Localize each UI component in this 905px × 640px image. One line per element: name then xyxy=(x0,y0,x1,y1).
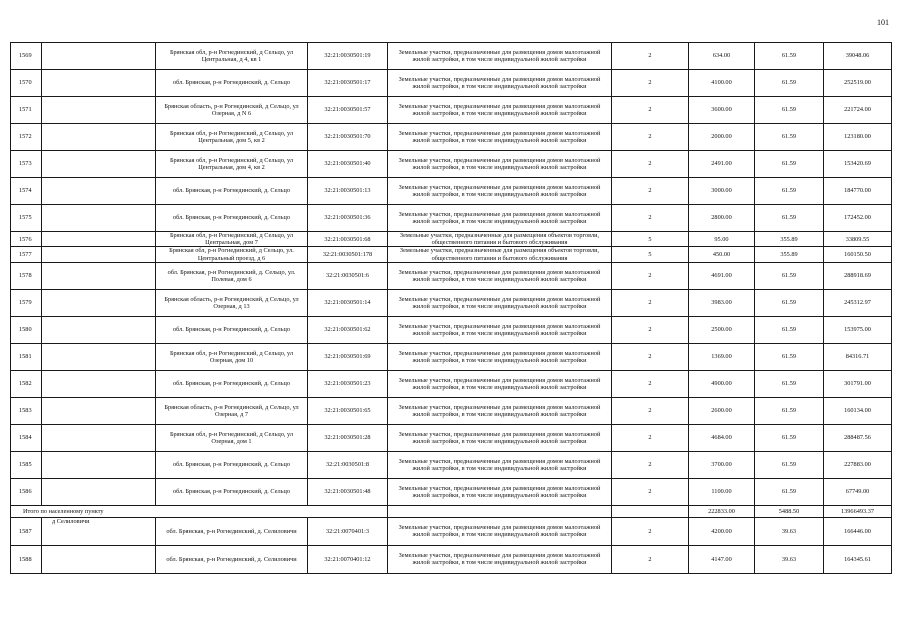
blank-cell xyxy=(42,370,156,397)
subtotal-value: 13966493.37 xyxy=(824,505,892,517)
row-number-cell: 1577 xyxy=(11,247,42,262)
registry-row xyxy=(11,316,892,343)
land-registry-table xyxy=(10,42,892,574)
land-purpose-cell: Земельные участки, предназначенные для размещения домов малоэтажной жилой застройки, в том числе индивидуальной жилой застройки xyxy=(388,97,612,124)
use-group-cell: 2 xyxy=(612,43,689,70)
subtotal-rate: 5488.50 xyxy=(755,505,824,517)
registry-row xyxy=(11,205,892,232)
use-group-cell: 2 xyxy=(612,205,689,232)
cadastral-number-cell: 32:21:0030501:13 xyxy=(308,178,388,205)
cadastral-number-cell: 32:21:0030501:23 xyxy=(308,370,388,397)
cadastral-rate-cell: 61.59 xyxy=(755,289,824,316)
area-cell: 634.00 xyxy=(689,43,755,70)
land-purpose-cell: Земельные участки, предназначенные для размещения домов малоэтажной жилой застройки, в том числе индивидуальной жилой застройки xyxy=(388,178,612,205)
cadastral-rate-cell: 39.63 xyxy=(755,545,824,573)
blank-cell xyxy=(42,232,156,247)
land-purpose-cell: Земельные участки, предназначенные для размещения объектов торговли, общественного питания и бытового обслуживания xyxy=(388,247,612,262)
cadastral-number-cell: 32:21:0030501:6 xyxy=(308,262,388,289)
subtotal-area: 222833.00 xyxy=(689,505,755,517)
cadastral-value-cell: 84316.71 xyxy=(824,343,892,370)
blank-cell xyxy=(42,151,156,178)
row-number-cell: 1582 xyxy=(11,370,42,397)
row-number-cell: 1585 xyxy=(11,451,42,478)
cadastral-number-cell: 32:21:0030501:178 xyxy=(308,247,388,262)
row-number-cell: 1569 xyxy=(11,43,42,70)
address-cell: обл. Брянская, р-н Рогнединский, д. Сельцо xyxy=(156,451,308,478)
cadastral-number-cell: 32:21:0030501:28 xyxy=(308,424,388,451)
land-purpose-cell: Земельные участки, предназначенные для размещения домов малоэтажной жилой застройки, в том числе индивидуальной жилой застройки xyxy=(388,262,612,289)
blank-cell xyxy=(42,262,156,289)
row-number-cell: 1584 xyxy=(11,424,42,451)
cadastral-value-cell: 288918.69 xyxy=(824,262,892,289)
use-group-cell: 2 xyxy=(612,478,689,505)
land-purpose-cell: Земельные участки, предназначенные для размещения домов малоэтажной жилой застройки, в том числе индивидуальной жилой застройки xyxy=(388,70,612,97)
registry-row xyxy=(11,262,892,289)
cadastral-rate-cell: 355.89 xyxy=(755,232,824,247)
area-cell: 450.00 xyxy=(689,247,755,262)
land-purpose-cell: Земельные участки, предназначенные для размещения объектов торговли, общественного питания и бытового обслуживания xyxy=(388,232,612,247)
cadastral-value-cell: 39048.06 xyxy=(824,43,892,70)
subtotal-row xyxy=(11,505,892,517)
area-cell: 2600.00 xyxy=(689,397,755,424)
use-group-cell: 5 xyxy=(612,232,689,247)
row-number-cell: 1575 xyxy=(11,205,42,232)
address-cell: обл. Брянская, р-н Рогнединский, д. Сельцо xyxy=(156,478,308,505)
cadastral-rate-cell: 61.59 xyxy=(755,343,824,370)
cadastral-number-cell: 32:21:0030501:65 xyxy=(308,397,388,424)
blank-cell xyxy=(42,97,156,124)
cadastral-value-cell: 288487.56 xyxy=(824,424,892,451)
address-cell: Брянская область, р-н Рогнединский, д Сельцо, ул Озерная, д 7 xyxy=(156,397,308,424)
use-group-cell: 5 xyxy=(612,247,689,262)
registry-row xyxy=(11,451,892,478)
registry-row xyxy=(11,43,892,70)
address-cell: обл. Брянская, р-н Рогнединский, д. Селиловичи xyxy=(156,517,308,545)
row-number-cell: 1581 xyxy=(11,343,42,370)
address-cell: обл. Брянская, р-н Рогнединский, д. Сельцо xyxy=(156,70,308,97)
page-number: 101 xyxy=(877,18,889,27)
settlement-cell xyxy=(42,545,156,573)
subtotal-blank-group xyxy=(612,505,689,517)
area-cell: 95.00 xyxy=(689,232,755,247)
address-cell: обл. Брянская, р-н Рогнединский, д. Сельцо xyxy=(156,205,308,232)
area-cell: 4684.00 xyxy=(689,424,755,451)
blank-cell xyxy=(42,451,156,478)
cadastral-rate-cell: 61.59 xyxy=(755,97,824,124)
row-number-cell: 1580 xyxy=(11,316,42,343)
land-purpose-cell: Земельные участки, предназначенные для размещения домов малоэтажной жилой застройки, в том числе индивидуальной жилой застройки xyxy=(388,316,612,343)
row-number-cell: 1578 xyxy=(11,262,42,289)
land-purpose-cell: Земельные участки, предназначенные для размещения домов малоэтажной жилой застройки, в том числе индивидуальной жилой застройки xyxy=(388,517,612,545)
cadastral-value-cell: 153420.69 xyxy=(824,151,892,178)
registry-row xyxy=(11,247,892,262)
area-cell: 2800.00 xyxy=(689,205,755,232)
area-cell: 3700.00 xyxy=(689,451,755,478)
cadastral-rate-cell: 61.59 xyxy=(755,43,824,70)
blank-cell xyxy=(42,343,156,370)
land-purpose-cell: Земельные участки, предназначенные для размещения домов малоэтажной жилой застройки, в том числе индивидуальной жилой застройки xyxy=(388,43,612,70)
registry-row xyxy=(11,124,892,151)
cadastral-value-cell: 160150.50 xyxy=(824,247,892,262)
blank-cell xyxy=(42,70,156,97)
registry-rows-b xyxy=(11,517,892,573)
registry-row xyxy=(11,97,892,124)
land-purpose-cell: Земельные участки, предназначенные для размещения домов малоэтажной жилой застройки, в том числе индивидуальной жилой застройки xyxy=(388,124,612,151)
address-cell: Брянская область, р-н Рогнединский, д Сельцо, ул Озерная, д N 6 xyxy=(156,97,308,124)
cadastral-rate-cell: 61.59 xyxy=(755,205,824,232)
land-purpose-cell: Земельные участки, предназначенные для размещения домов малоэтажной жилой застройки, в том числе индивидуальной жилой застройки xyxy=(388,343,612,370)
cadastral-rate-cell: 61.59 xyxy=(755,451,824,478)
land-purpose-cell: Земельные участки, предназначенные для размещения домов малоэтажной жилой застройки, в том числе индивидуальной жилой застройки xyxy=(388,151,612,178)
registry-row xyxy=(11,232,892,247)
blank-cell xyxy=(42,43,156,70)
cadastral-number-cell: 32:21:0030501:40 xyxy=(308,151,388,178)
area-cell: 1369.00 xyxy=(689,343,755,370)
row-number-cell: 1579 xyxy=(11,289,42,316)
use-group-cell: 2 xyxy=(612,70,689,97)
cadastral-value-cell: 172452.00 xyxy=(824,205,892,232)
cadastral-value-cell: 301791.00 xyxy=(824,370,892,397)
use-group-cell: 2 xyxy=(612,289,689,316)
blank-cell xyxy=(42,205,156,232)
cadastral-value-cell: 221724.00 xyxy=(824,97,892,124)
cadastral-number-cell: 32:21:0030501:68 xyxy=(308,232,388,247)
cadastral-rate-cell: 61.59 xyxy=(755,424,824,451)
blank-cell xyxy=(42,178,156,205)
area-cell: 4691.00 xyxy=(689,262,755,289)
address-cell: Брянская область, р-н Рогнединский, д Сельцо, ул Озерная, д 13 xyxy=(156,289,308,316)
use-group-cell: 2 xyxy=(612,178,689,205)
cadastral-number-cell: 32:21:0070401:12 xyxy=(308,545,388,573)
land-purpose-cell: Земельные участки, предназначенные для размещения домов малоэтажной жилой застройки, в том числе индивидуальной жилой застройки xyxy=(388,478,612,505)
row-number-cell: 1586 xyxy=(11,478,42,505)
cadastral-number-cell: 32:21:0030501:48 xyxy=(308,478,388,505)
registry-row xyxy=(11,478,892,505)
registry-row xyxy=(11,424,892,451)
cadastral-value-cell: 184770.00 xyxy=(824,178,892,205)
row-number-cell: 1571 xyxy=(11,97,42,124)
cadastral-value-cell: 123180.00 xyxy=(824,124,892,151)
area-cell: 3000.00 xyxy=(689,178,755,205)
area-cell: 1100.00 xyxy=(689,478,755,505)
cadastral-rate-cell: 61.59 xyxy=(755,178,824,205)
land-purpose-cell: Земельные участки, предназначенные для размещения домов малоэтажной жилой застройки, в том числе индивидуальной жилой застройки xyxy=(388,370,612,397)
cadastral-number-cell: 32:21:0030501:8 xyxy=(308,451,388,478)
cadastral-value-cell: 227883.00 xyxy=(824,451,892,478)
subtotal-blank-purpose xyxy=(388,505,612,517)
blank-cell xyxy=(42,424,156,451)
cadastral-number-cell: 32:21:0030501:62 xyxy=(308,316,388,343)
area-cell: 2500.00 xyxy=(689,316,755,343)
cadastral-rate-cell: 61.59 xyxy=(755,124,824,151)
cadastral-value-cell: 245312.97 xyxy=(824,289,892,316)
address-cell: обл. Брянская, р-н Рогнединский, д. Сельцо xyxy=(156,178,308,205)
subtotal-label: Итого по населенному пункту xyxy=(11,505,388,517)
cadastral-number-cell: 32:21:0030501:14 xyxy=(308,289,388,316)
use-group-cell: 2 xyxy=(612,451,689,478)
registry-row xyxy=(11,289,892,316)
cadastral-value-cell: 252519.00 xyxy=(824,70,892,97)
address-cell: Брянская обл, р-н Рогнединский, д Сельцо, ул Центральная, дом 5, кв 2 xyxy=(156,124,308,151)
row-number-cell: 1588 xyxy=(11,545,42,573)
land-purpose-cell: Земельные участки, предназначенные для размещения домов малоэтажной жилой застройки, в том числе индивидуальной жилой застройки xyxy=(388,289,612,316)
registry-row xyxy=(11,70,892,97)
cadastral-rate-cell: 39.63 xyxy=(755,517,824,545)
area-cell: 2000.00 xyxy=(689,124,755,151)
blank-cell xyxy=(42,397,156,424)
address-cell: Брянская обл, р-н Рогнединский, д Сельцо, ул. Центральный проезд, д 6 xyxy=(156,247,308,262)
use-group-cell: 2 xyxy=(612,124,689,151)
blank-cell xyxy=(42,124,156,151)
cadastral-number-cell: 32:21:0030501:70 xyxy=(308,124,388,151)
row-number-cell: 1587 xyxy=(11,517,42,545)
land-purpose-cell: Земельные участки, предназначенные для размещения домов малоэтажной жилой застройки, в том числе индивидуальной жилой застройки xyxy=(388,451,612,478)
cadastral-value-cell: 164345.61 xyxy=(824,545,892,573)
cadastral-number-cell: 32:21:0030501:69 xyxy=(308,343,388,370)
area-cell: 4100.00 xyxy=(689,70,755,97)
registry-rows-a xyxy=(11,43,892,506)
registry-row xyxy=(11,545,892,573)
cadastral-number-cell: 32:21:0030501:17 xyxy=(308,70,388,97)
use-group-cell: 2 xyxy=(612,397,689,424)
address-cell: Брянская обл, р-н Рогнединский, д Сельцо, ул Озерная, дом 1 xyxy=(156,424,308,451)
blank-cell xyxy=(42,478,156,505)
address-cell: обл. Брянская, р-н Рогнединский, д. Сельцо xyxy=(156,370,308,397)
subtotal-section xyxy=(11,505,892,517)
land-purpose-cell: Земельные участки, предназначенные для размещения домов малоэтажной жилой застройки, в том числе индивидуальной жилой застройки xyxy=(388,205,612,232)
cadastral-rate-cell: 61.59 xyxy=(755,370,824,397)
registry-row xyxy=(11,151,892,178)
address-cell: обл. Брянская, р-н Рогнединский, д. Сельцо, ул. Полевая, дом 6 xyxy=(156,262,308,289)
registry-row xyxy=(11,178,892,205)
cadastral-value-cell: 166446.00 xyxy=(824,517,892,545)
address-cell: Брянская обл, р-н Рогнединский, д Сельцо, ул Озерная, дом 10 xyxy=(156,343,308,370)
blank-cell xyxy=(42,316,156,343)
cadastral-rate-cell: 61.59 xyxy=(755,316,824,343)
cadastral-number-cell: 32:21:0030501:36 xyxy=(308,205,388,232)
registry-row xyxy=(11,397,892,424)
registry-row xyxy=(11,370,892,397)
row-number-cell: 1576 xyxy=(11,232,42,247)
land-purpose-cell: Земельные участки, предназначенные для размещения домов малоэтажной жилой застройки, в том числе индивидуальной жилой застройки xyxy=(388,545,612,573)
use-group-cell: 2 xyxy=(612,517,689,545)
blank-cell xyxy=(42,247,156,262)
use-group-cell: 2 xyxy=(612,316,689,343)
cadastral-value-cell: 153975.00 xyxy=(824,316,892,343)
address-cell: Брянская обл, р-н Рогнединский, д Сельцо, ул Центральная, дом 7 xyxy=(156,232,308,247)
area-cell: 3983.00 xyxy=(689,289,755,316)
use-group-cell: 2 xyxy=(612,151,689,178)
area-cell: 4147.00 xyxy=(689,545,755,573)
row-number-cell: 1572 xyxy=(11,124,42,151)
row-number-cell: 1574 xyxy=(11,178,42,205)
cadastral-rate-cell: 61.59 xyxy=(755,397,824,424)
land-purpose-cell: Земельные участки, предназначенные для размещения домов малоэтажной жилой застройки, в том числе индивидуальной жилой застройки xyxy=(388,397,612,424)
cadastral-number-cell: 32:21:0070401:3 xyxy=(308,517,388,545)
address-cell: Брянская обл, р-н Рогнединский, д Сельцо, ул Центральная, дом 4, кв 2 xyxy=(156,151,308,178)
land-purpose-cell: Земельные участки, предназначенные для размещения домов малоэтажной жилой застройки, в том числе индивидуальной жилой застройки xyxy=(388,424,612,451)
registry-row xyxy=(11,517,892,545)
registry-row xyxy=(11,343,892,370)
address-cell: обл. Брянская, р-н Рогнединский, д. Селиловичи xyxy=(156,545,308,573)
use-group-cell: 2 xyxy=(612,370,689,397)
settlement-cell: д Селиловичи xyxy=(42,517,156,545)
cadastral-value-cell: 160134.00 xyxy=(824,397,892,424)
use-group-cell: 2 xyxy=(612,424,689,451)
area-cell: 4900.00 xyxy=(689,370,755,397)
row-number-cell: 1570 xyxy=(11,70,42,97)
area-cell: 2491.00 xyxy=(689,151,755,178)
cadastral-rate-cell: 355.89 xyxy=(755,247,824,262)
cadastral-number-cell: 32:21:0030501:19 xyxy=(308,43,388,70)
address-cell: обл. Брянская, р-н Рогнединский, д. Сельцо xyxy=(156,316,308,343)
row-number-cell: 1573 xyxy=(11,151,42,178)
cadastral-rate-cell: 61.59 xyxy=(755,151,824,178)
cadastral-rate-cell: 61.59 xyxy=(755,70,824,97)
use-group-cell: 2 xyxy=(612,97,689,124)
cadastral-rate-cell: 61.59 xyxy=(755,478,824,505)
address-cell: Брянская обл, р-н Рогнединский, д Сельцо, ул Центральная, д 4, кв 1 xyxy=(156,43,308,70)
use-group-cell: 2 xyxy=(612,343,689,370)
blank-cell xyxy=(42,289,156,316)
use-group-cell: 2 xyxy=(612,545,689,573)
area-cell: 4200.00 xyxy=(689,517,755,545)
cadastral-rate-cell: 61.59 xyxy=(755,262,824,289)
cadastral-number-cell: 32:21:0030501:57 xyxy=(308,97,388,124)
cadastral-value-cell: 33809.55 xyxy=(824,232,892,247)
use-group-cell: 2 xyxy=(612,262,689,289)
row-number-cell: 1583 xyxy=(11,397,42,424)
cadastral-value-cell: 67749.00 xyxy=(824,478,892,505)
area-cell: 3600.00 xyxy=(689,97,755,124)
